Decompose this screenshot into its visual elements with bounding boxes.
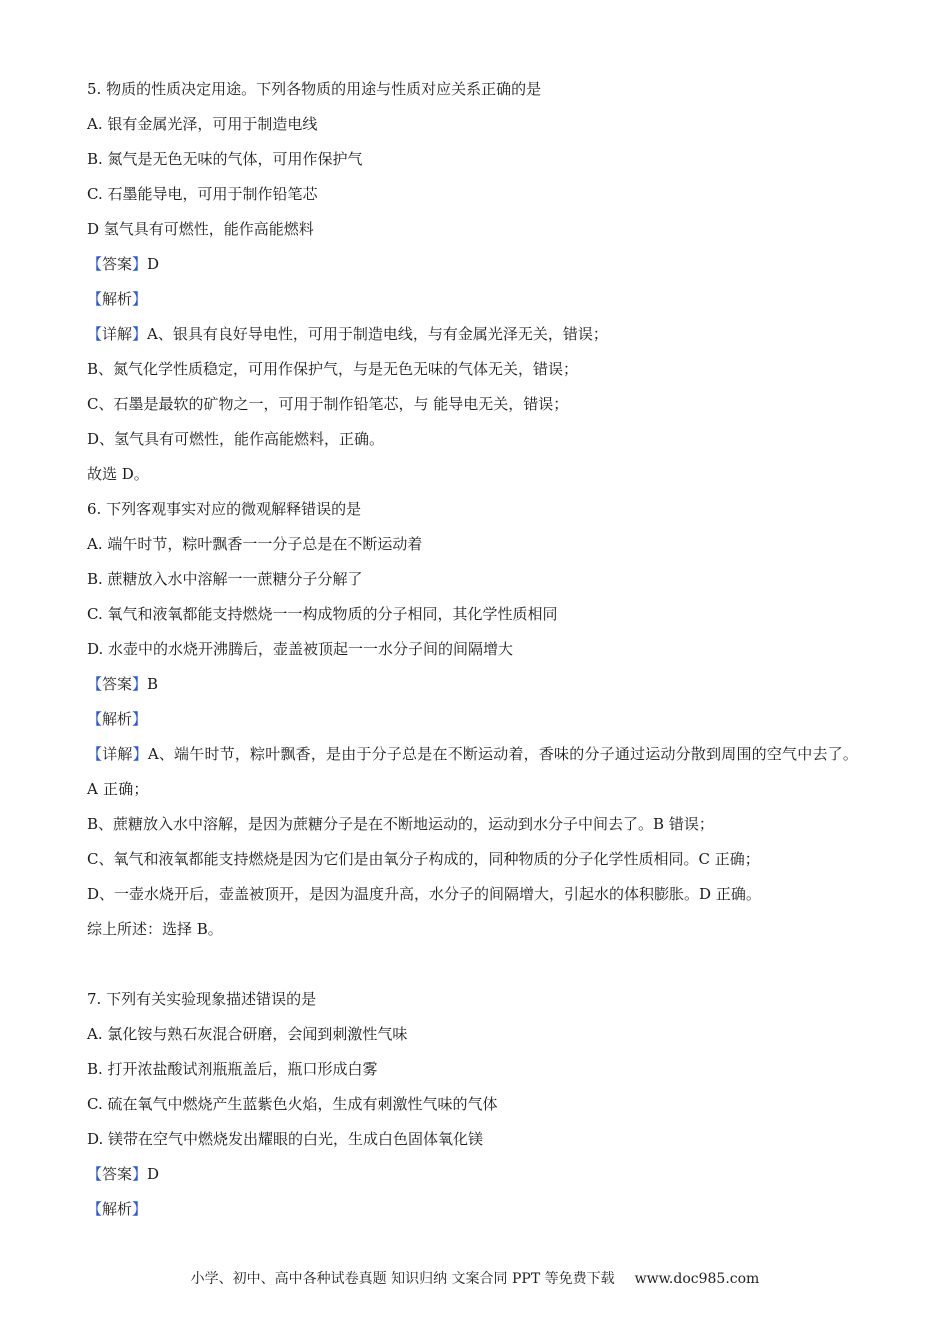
left-bracket: 【 <box>87 745 103 763</box>
q5-analysis <box>87 282 867 317</box>
q5-detail-c: C、石墨是最软的矿物之一，可用于制作铅笔芯，与 能导电无关，错误； <box>87 395 569 413</box>
right-bracket: 】 <box>132 325 148 343</box>
page-footer <box>0 1268 950 1288</box>
footer-text: 小学、初中、高中各种试卷真题 知识归纳 文案合同 PPT 等免费下载 <box>190 1271 615 1287</box>
q6-detail-b: B、蔗糖放入水中溶解，是因为蔗糖分子是在不断地运动的，运动到水分子中间去了。B 错误； <box>87 815 714 833</box>
left-bracket: 【 <box>87 1200 103 1218</box>
detail-tag: 详解 <box>102 325 133 343</box>
q5-stem: 5. 物质的性质决定用途。下列各物质的用途与性质对应关系正确的是 <box>87 80 542 98</box>
q5-option-a: A. 银有金属光泽，可用于制造电线 <box>87 115 318 133</box>
q5-option-c: C. 石墨能导电，可用于制作铅笔芯 <box>87 185 318 203</box>
detail-text: A、端午时节，粽叶飘香，是由于分子总是在不断运动着，香味的分子通过运动分散到周围的空气中去了。A 正确； <box>87 745 859 798</box>
q6-option-d: D. 水壶中的水烧开沸腾后，壶盖被顶起一一水分子间的间隔增大 <box>87 640 514 658</box>
q6-detail-c: C、氧气和液氧都能支持燃烧是因为它们是由氧分子构成的，同种物质的分子化学性质相同。C 正确； <box>87 850 760 868</box>
q6-answer <box>87 667 867 702</box>
q6-conclusion: 综上所述：选择 B。 <box>87 920 223 938</box>
q5-conclusion: 故选 D。 <box>87 465 149 483</box>
right-bracket: 】 <box>132 1165 148 1183</box>
answer-tag: 答案 <box>102 675 133 693</box>
answer-value: D <box>147 255 160 273</box>
q6-detail-d: D、一壶水烧开后，壶盖被顶开，是因为温度升高，水分子的间隔增大，引起水的体积膨胀。D 正确。 <box>87 885 761 903</box>
left-bracket: 【 <box>87 1165 103 1183</box>
right-bracket: 】 <box>132 675 148 693</box>
q6-stem: 6. 下列客观事实对应的微观解释错误的是 <box>87 500 362 518</box>
detail-text: A、银具有良好导电性，可用于制造电线，与有金属光泽无关，错误； <box>147 325 608 343</box>
left-bracket: 【 <box>87 290 103 308</box>
q5-option-b: B. 氮气是无色无味的气体，可用作保护气 <box>87 150 363 168</box>
q5-detail-a <box>87 317 867 352</box>
document-body <box>87 72 867 1227</box>
left-bracket: 【 <box>87 675 103 693</box>
q7-option-b: B. 打开浓盐酸试剂瓶瓶盖后，瓶口形成白雾 <box>87 1060 378 1078</box>
answer-value: D <box>147 1165 160 1183</box>
answer-tag: 答案 <box>102 255 133 273</box>
q7-analysis <box>87 1192 867 1227</box>
analysis-tag: 解析 <box>102 710 133 728</box>
q5-detail-d: D、氢气具有可燃性，能作高能燃料，正确。 <box>87 430 385 448</box>
spacer <box>87 947 867 982</box>
q7-option-d: D. 镁带在空气中燃烧发出耀眼的白光，生成白色固体氧化镁 <box>87 1130 484 1148</box>
q5-detail-b: B、氮气化学性质稳定，可用作保护气，与是无色无味的气体无关，错误； <box>87 360 579 378</box>
detail-tag: 详解 <box>102 745 133 763</box>
answer-value: B <box>147 675 159 693</box>
q5-option-d: D 氢气具有可燃性，能作高能燃料 <box>87 220 314 238</box>
q6-analysis <box>87 702 867 737</box>
right-bracket: 】 <box>132 745 148 763</box>
right-bracket: 】 <box>132 255 148 273</box>
right-bracket: 】 <box>132 290 148 308</box>
q5-answer <box>87 247 867 282</box>
left-bracket: 【 <box>87 325 103 343</box>
left-bracket: 【 <box>87 710 103 728</box>
q6-option-b: B. 蔗糖放入水中溶解一一蔗糖分子分解了 <box>87 570 363 588</box>
answer-tag: 答案 <box>102 1165 133 1183</box>
q6-option-c: C. 氧气和液氧都能支持燃烧一一构成物质的分子相同，其化学性质相同 <box>87 605 558 623</box>
q7-stem: 7. 下列有关实验现象描述错误的是 <box>87 990 317 1008</box>
q7-answer <box>87 1157 867 1192</box>
analysis-tag: 解析 <box>102 1200 133 1218</box>
q7-option-a: A. 氯化铵与熟石灰混合研磨，会闻到刺激性气味 <box>87 1025 408 1043</box>
analysis-tag: 解析 <box>102 290 133 308</box>
q6-detail-a <box>87 737 867 807</box>
right-bracket: 】 <box>132 710 148 728</box>
right-bracket: 】 <box>132 1200 148 1218</box>
q7-option-c: C. 硫在氧气中燃烧产生蓝紫色火焰，生成有刺激性气味的气体 <box>87 1095 498 1113</box>
footer-url[interactable]: www.doc985.com <box>634 1271 760 1287</box>
q6-option-a: A. 端午时节，粽叶飘香一一分子总是在不断运动着 <box>87 535 423 553</box>
left-bracket: 【 <box>87 255 103 273</box>
